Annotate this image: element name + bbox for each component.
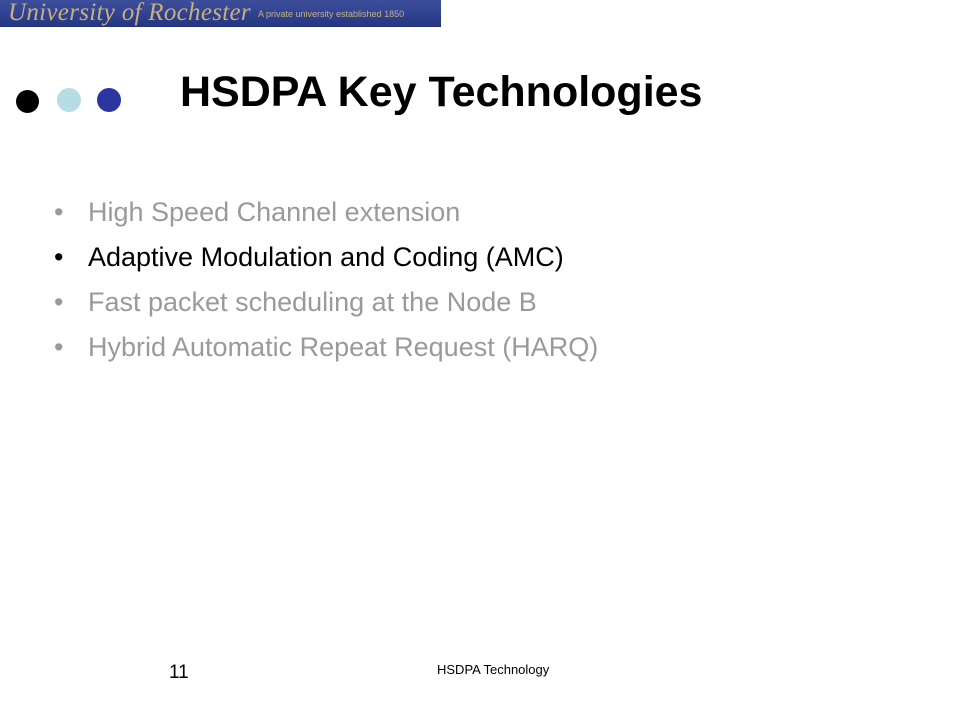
- decor-dot-navy: [97, 88, 121, 112]
- bullet-marker: •: [54, 242, 64, 272]
- bullet-item: [54, 235, 598, 280]
- banner-tagline: A private university established 1850: [258, 9, 405, 19]
- bullet-item: [54, 325, 598, 370]
- bullet-text: High Speed Channel extension: [88, 197, 461, 227]
- bullet-text: Adaptive Modulation and Coding (AMC): [88, 242, 564, 272]
- bullet-item: [54, 190, 598, 235]
- bullet-marker: •: [54, 287, 64, 317]
- slide-number: 11: [169, 662, 189, 683]
- decor-dot-light-blue: [57, 88, 81, 112]
- bullet-marker: •: [54, 332, 64, 362]
- bullet-text: Fast packet scheduling at the Node B: [88, 287, 537, 317]
- decor-dot-black: [16, 90, 39, 113]
- bullet-text: Hybrid Automatic Repeat Request (HARQ): [88, 332, 599, 362]
- bullet-marker: •: [54, 197, 64, 227]
- bullet-item: [54, 280, 598, 325]
- banner-university-name: University of Rochester: [8, 0, 251, 26]
- slide-title: HSDPA Key Technologies: [180, 68, 703, 116]
- footer-title: HSDPA Technology: [437, 662, 550, 677]
- university-banner-logo: [0, 0, 441, 27]
- bullet-list: [54, 190, 598, 370]
